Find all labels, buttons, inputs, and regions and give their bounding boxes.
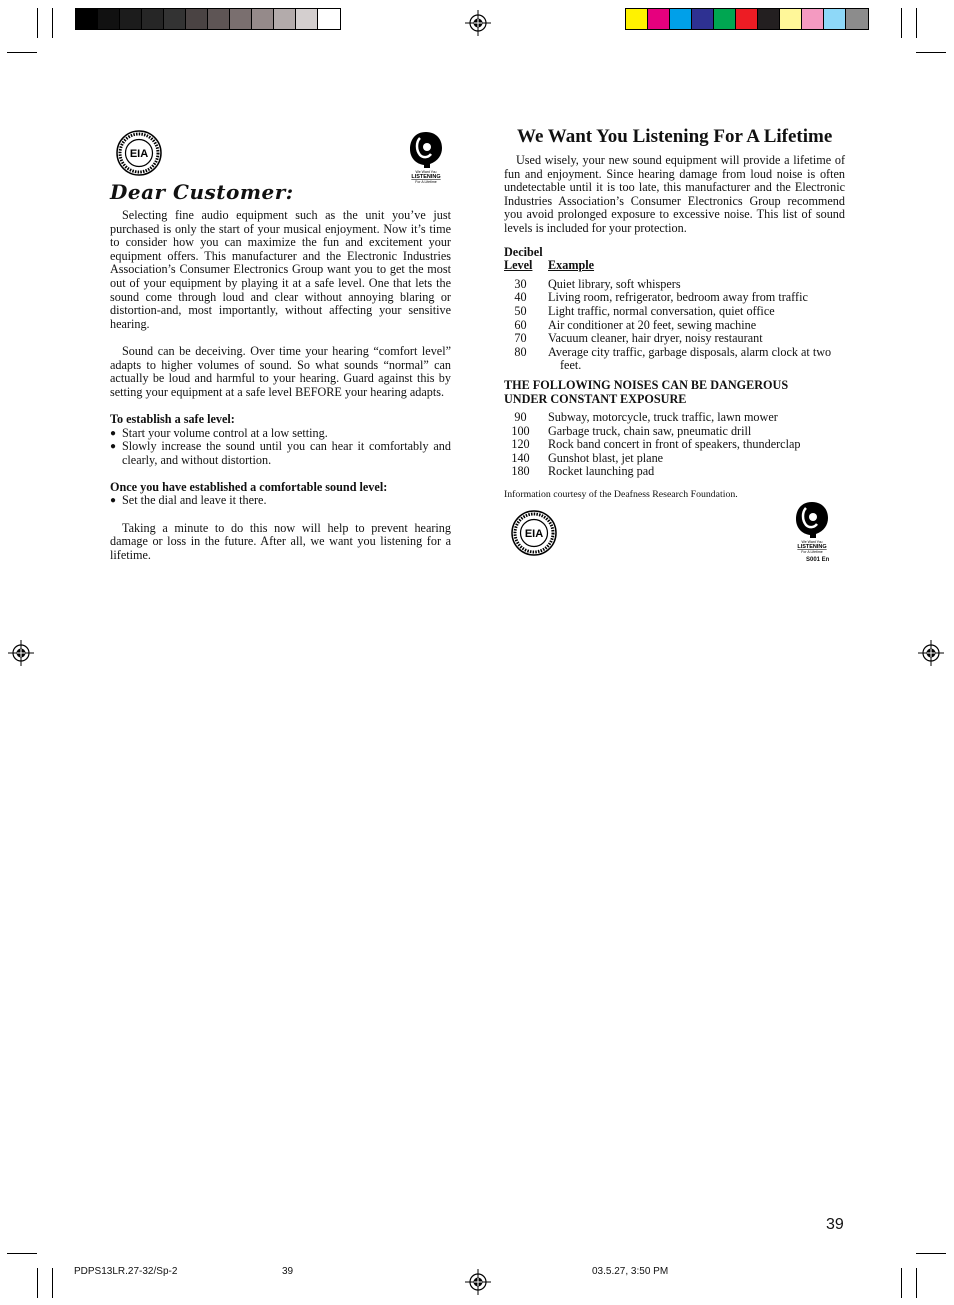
noise-example: Quiet library, soft whispers — [548, 276, 681, 291]
table-header-decibel: Decibel — [504, 244, 543, 259]
noise-example: Air conditioner at 20 feet, sewing machine — [548, 317, 757, 332]
left-column — [110, 209, 451, 562]
footer-timestamp: 03.5.27, 3:50 PM — [592, 1266, 669, 1277]
svg-text:LISTENING: LISTENING — [411, 174, 441, 180]
color-swatch — [802, 9, 824, 29]
process-color-bar — [625, 8, 869, 30]
noise-example: Rocket launching pad — [548, 464, 655, 479]
color-swatch — [758, 9, 780, 29]
color-swatch — [670, 9, 692, 29]
color-swatch — [274, 9, 296, 29]
color-swatch — [692, 9, 714, 29]
table-row — [504, 332, 845, 346]
decibel-level: 140 — [511, 450, 530, 465]
registration-mark-icon — [465, 1269, 491, 1295]
grayscale-color-bar — [75, 8, 341, 30]
decibel-level: 100 — [511, 423, 530, 438]
comfortable-level-heading: Once you have established a comfortable sound level: — [110, 479, 388, 494]
color-swatch — [714, 9, 736, 29]
footer-page: 39 — [282, 1266, 294, 1277]
lifetime-title: We Want You Listening For A Lifetime — [517, 126, 833, 147]
listening-for-a-lifetime-icon — [406, 130, 446, 184]
decibel-level: 120 — [511, 437, 530, 452]
decibel-level: 40 — [514, 290, 527, 305]
table-row — [504, 291, 845, 305]
noise-example: Average city traffic, garbage disposals, alarm clock at two feet. — [548, 344, 832, 373]
decibel-level: 80 — [514, 344, 527, 359]
table-row — [504, 438, 845, 452]
registration-mark-icon — [918, 640, 944, 666]
color-swatch — [98, 9, 120, 29]
table-row — [504, 319, 845, 333]
page-number: 39 — [826, 1216, 844, 1233]
table-row — [504, 411, 845, 425]
svg-text:EIA: EIA — [129, 148, 149, 160]
courtesy-note: Information courtesy of the Deafness Research Foundation. — [504, 489, 738, 501]
color-swatch — [142, 9, 164, 29]
svg-text:EIA: EIA — [524, 528, 544, 540]
color-swatch — [736, 9, 758, 29]
decibel-level: 60 — [514, 317, 527, 332]
svg-text:For A Lifetime: For A Lifetime — [415, 180, 437, 184]
table-header: Level Example — [504, 258, 595, 273]
sound-levels-table — [504, 278, 845, 373]
table-row — [504, 425, 845, 439]
right-column — [504, 154, 845, 502]
lifetime-intro-paragraph: Used wisely, your new sound equipment will provide a lifetime of fun and enjoyment. Since hearing damage from loud noise is often undetectable until it is too late, this manufacturer and the Electronic Industries Association’s Consumer Electronics Group recommend you avoid prolonged exposure to excessive noise. This list of sound levels is included for your protection. — [504, 153, 845, 235]
color-swatch — [296, 9, 318, 29]
color-swatch — [164, 9, 186, 29]
color-swatch — [76, 9, 98, 29]
dear-customer-title: Dear Customer: — [110, 180, 294, 204]
closing-paragraph: Taking a minute to do this now will help to prevent hearing damage or loss in the future. After all, we want you listening for a lifetime. — [110, 520, 451, 562]
sound-deceiving-paragraph: Sound can be deceiving. Over time your hearing “comfort level” adapts to higher volumes of sound. So what sounds “normal” can actually be loud and harmful to your hearing. Guard against this by setting your equipment at a safe level BEFORE your hearing adapts. — [110, 343, 451, 399]
table-row — [504, 346, 845, 373]
color-swatch — [208, 9, 230, 29]
eia-seal-icon — [116, 130, 162, 176]
color-swatch — [626, 9, 648, 29]
color-swatch — [318, 9, 340, 29]
footer-file-name: PDPS13LR.27-32/Sp-2 — [74, 1266, 178, 1277]
document-code: S001 En — [806, 557, 830, 563]
svg-text:We Want You: We Want You — [801, 540, 823, 544]
safe-level-heading: To establish a safe level: — [110, 411, 235, 426]
table-row — [504, 305, 845, 319]
list-item: ● Slowly increase the sound until you can hear it comfortably and clearly, and without distortion. — [110, 439, 451, 467]
noise-example: Light traffic, normal conversation, quiet office — [548, 303, 775, 318]
color-swatch — [252, 9, 274, 29]
listening-for-a-lifetime-icon — [792, 500, 832, 554]
noise-example: Gunshot blast, jet plane — [548, 450, 664, 465]
intro-paragraph: Selecting fine audio equipment such as the unit you’ve just purchased is only the start of your musical enjoyment. Now it’s time to consider how you can maximize the fun and excitement your equipment offers. This manufacturer and the Electronic Industries Association’s Consumer Electronics Group want you to get the most out of your equipment by playing it at a safe level. One that lets the sound come through loud and clear without annoying blaring or distortion-and, most importantly, without affecting your sensitive hearing. — [110, 208, 451, 331]
color-swatch — [186, 9, 208, 29]
registration-mark-icon — [8, 640, 34, 666]
svg-text:We Want You: We Want You — [415, 170, 437, 174]
table-row — [504, 465, 845, 479]
noise-example: Garbage truck, chain saw, pneumatic drill — [548, 423, 752, 438]
color-swatch — [648, 9, 670, 29]
dangerous-levels-table — [504, 411, 845, 479]
list-item: ● Set the dial and leave it there. — [110, 493, 267, 508]
color-swatch — [780, 9, 802, 29]
color-swatch — [120, 9, 142, 29]
noise-example: Vacuum cleaner, hair dryer, noisy restaurant — [548, 331, 763, 346]
table-row — [504, 278, 845, 292]
svg-text:For A Lifetime: For A Lifetime — [801, 550, 823, 554]
noise-example: Rock band concert in front of speakers, thunderclap — [548, 437, 801, 452]
svg-text:LISTENING: LISTENING — [797, 544, 827, 550]
registration-mark-icon — [465, 10, 491, 36]
decibel-level: 180 — [511, 464, 530, 479]
eia-seal-icon — [511, 510, 557, 556]
danger-heading: THE FOLLOWING NOISES CAN BE DANGEROUS UNDER CONSTANT EXPOSURE — [504, 377, 789, 406]
color-swatch — [824, 9, 846, 29]
noise-example: Subway, motorcycle, truck traffic, lawn mower — [548, 410, 778, 425]
decibel-level: 90 — [514, 410, 527, 425]
color-swatch — [230, 9, 252, 29]
color-swatch — [846, 9, 868, 29]
list-item: ● Start your volume control at a low setting. — [110, 425, 328, 440]
decibel-level: 50 — [514, 303, 527, 318]
decibel-level: 70 — [514, 331, 527, 346]
decibel-level: 30 — [514, 276, 527, 291]
table-row — [504, 452, 845, 466]
noise-example: Living room, refrigerator, bedroom away from traffic — [548, 290, 808, 305]
